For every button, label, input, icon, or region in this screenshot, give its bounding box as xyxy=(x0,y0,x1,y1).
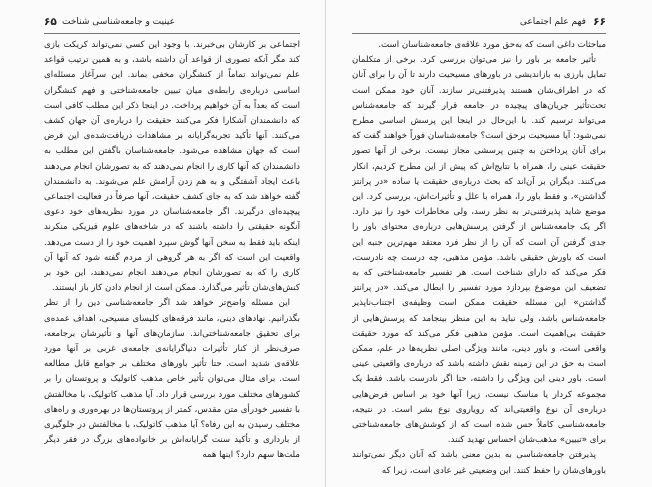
left-paragraph-1: اجتماعی بر کارشان بی‌خبرند. با وجود این کسی نمی‌تواند کریکت بازی کند مگر آنکه تصوری از قواعد آن داشته باشد، و به همین ترتیب قواعد علم نمی‌تواند تماماً از کنشگران مخفی بماند. این سرآغاز مسئله‌ای اساسی درباره‌ی رابطه‌ی میان تبیین جامعه‌شناختی و فهم کنشگران است که بعداً به آن خواهیم پرداخت. در اینجا ذکر این مطلب کافی است که دانشمندان آشکارا فکر می‌کنند حقیقت را درباره‌ی آن جهان کشف می‌کنند. آنها تأکید تجربه‌گرایانه بر مشاهدات دریافت‌شده‌ی این فرض است که جهان مشاهده می‌شود. جامعه‌شناسان باگفتن این مطلب به دانشمندان که آنها کاری را انجام نمی‌دهند که به تصورشان انجام می‌دهند باعث ایجاد آشفتگی و به هم زدن آرامش علم می‌شوند. به دانشمندان گفته خواهد شد که به جای کشف حقیقت، آنها صرفاً در فعالیت اجتماعی پیچیده‌ای درگیرند. اگر جامعه‌شناسان در مورد نظریه‌های خود دعوی آنگونه حقیقتی را داشته باشند که در شاخه‌های علوم فیزیکی منکرند اینکه باید فقط به سخن آنها گوش سپرد اهمیت خود را از دست می‌دهد. واقعیت این است که اگر به هر گروهی از مردم گفته شود که آنها آن کاری را که به تصورشان انجام می‌دهند انجام نمی‌دهند، این خود بر کنش‌های‌شان تأثیر می‌گذارد. ممکن است از انجام دادن کار باز ایستند. xyxy=(44,40,300,294)
right-header-rule xyxy=(352,33,606,34)
left-header-rule xyxy=(44,33,300,34)
right-page-body xyxy=(352,38,606,478)
left-page-body xyxy=(44,38,300,478)
right-paragraph-3: پذیرفتن جامعه‌شناسی به بدین معنی باشد که آنان دیگر نمی‌توانند باورهای‌شان را حفظ کنند. این وضعیتی غیر عادی است، زیرا که xyxy=(352,450,606,476)
left-running-title: عینیت و جامعه‌شناسی شناخت xyxy=(62,17,176,27)
right-page-number: ۶۶ xyxy=(593,16,606,28)
right-paragraph-1: مباحثات داغی است که به‌حق مورد علاقه‌ی جامعه‌شناسان است. xyxy=(378,40,606,50)
right-paragraph-2: تأثیر جامعه بر باور را نیز می‌توان بررسی کرد. برخی از متکلمان تمایل بارزی به بازاندیشی در باورهای مسیحیت دارند تا آن را برای آنان که در اطراف‌شان هستند پذیرفتنی‌تر سازند. آنان خود ممکن است تحت‌تأثیر جریان‌های پیچیده در جامعه قرار گیرند که جامعه‌شناس می‌تواند ترسیم کند. با این‌حال در اینجا این پرسش اساسی مطرح نمی‌شود: آیا مسیحیت برحق است؟ جامعه‌شناسان فوراً خواهند گفت که برای آنان پرداختن به چنین پرسشی مجاز نیست. برخی از آنها تصور حقیقت عینی را، همراه با نتایج‌اش که پیش از این مطرح کردیم، انکار می‌کنند. دیگران بر آن‌اند که بحث درباره‌ی حقیقت یا ساده «در پرانتز گذاشتن»، و فقط باور را، همراه با علل و تأثیرات‌اش، بررسی کرد. این موضع شاید پذیرفتنی‌تر به نظر رسد، ولی مخاطرات خود را نیز دارد. اگر یک جامعه‌شناس از گرفتن پرسش‌هایی درباره‌ی محتوای باور را جدی گرفتن آن است که آن را از نظر فرد معتقد مهم‌ترین جنبه این است که باورش حقیقی باشد. مؤمن مذهبی، چه درست چه نادرست، فکر می‌کند که دارای شناخت است. هر تفسیر جامعه‌شناختی که به تضعیف این موضوع بپردازد مورد تفسیر را ابطال می‌کند. «در پرانتز گذاشتن» این مسئله حقیقت ممکن است وظیفه‌ی اجتناب‌ناپذیر جامعه‌شناس باشد، ولی نباید به این منظر بینجامد که پرسش‌هایی از حقیقت بی‌اهمیت است. مؤمن مذهبی فکر می‌کند که مورد حقیقت واقعی است، و باور دینی، مانند ویژگی اصلی نظریه‌ها در علم، ممکن است به حق در این زمینه نقش داشته باشد که درباره‌ی واقعیتی عینی است. باور دینی این ویژگی را داشته، حتا اگر نادرست باشد. فقط یک مجموعه کردار یا مناسک نیست، زیرا آنها خود بر اساس فرض‌هایی درباره‌ی آن نوع واقعیتی‌اند که رویاروی نوع بشر است. در نتیجه، جامعه‌شناسی کاملاً حس شده است که از کوشش‌های جامعه‌شناختی برای «تبیین» مذهب‌شان احساس تهدید کنند. xyxy=(352,55,606,446)
right-running-title: فهم علم اجتماعی xyxy=(519,17,586,27)
left-paragraph-2: این مسئله واضح‌تر خواهد شد اگر جامعه‌شناسی دین را از نظر بگذرانیم. نهادهای دینی، مانند فرقه‌های کلیسای مسیحی، اهداف عمده‌ی برای تحقیق جامعه‌شناختی‌اند. سازمان‌های آنها و تأثیرشان برجامعه، صرف‌نظر از کنار تأثیرات دنیاگرایانه‌ی جامعه‌ی غربی بر آنها مورد علاقه‌ی شدید است. حتا تأثیر باورهای مختلف بر جوامع قابل مطالعه است. برای مثال می‌توان تأثیر خاص مذهب کاتولیک و پروتستان را بر کشورهای مختلف مورد بررسی قرار داد. آیا مذهب کاتولیک، با مخالفتش با تفسیر خودرأی متن مقدس، کمتر از پروتستان‌ها در بهره‌وری و راه‌های مختلف رسیدن به این رفاه؟ آیا مذهب کاتولیک، با مخالفتش در جلوگیری از بارداری و تأکید سنت گرایانه‌اش بر خانواده‌های بزرگ در فقر دیگر ملت‌ها سهم دارد؟ اینها همه xyxy=(44,298,300,461)
left-page-header xyxy=(44,14,300,30)
left-page-number: ۶۵ xyxy=(44,16,57,28)
right-page-header xyxy=(352,14,606,30)
right-page xyxy=(326,0,652,487)
